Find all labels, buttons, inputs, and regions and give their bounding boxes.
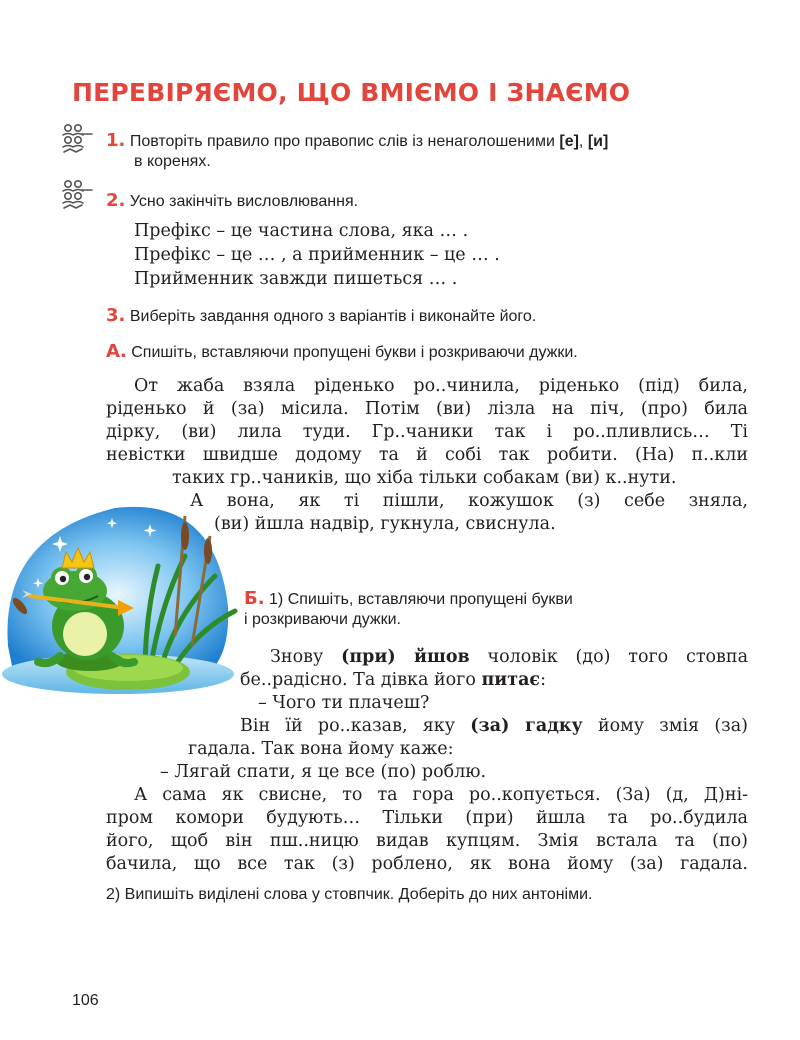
variant-b-line: гадала. Так вона йому каже: bbox=[188, 739, 454, 759]
variant-b-line: його, щоб він пш..ницю видав купцям. Змія встала та (по) bbox=[106, 831, 748, 851]
variant-b-letter: Б. bbox=[244, 588, 265, 609]
variant-a-instruction bbox=[106, 341, 578, 363]
task-2-line: Прийменник завжди пишеться … . bbox=[134, 269, 458, 289]
variant-a-line: таких гр..чаників, що хіба тільки собакам (ви) к..нути. bbox=[172, 468, 677, 488]
task-1-number: 1. bbox=[106, 130, 126, 151]
variant-a-line: От жаба взяла ріденько ро..чинила, ріденько (під) била, bbox=[134, 376, 748, 396]
highlighted-word: (за) гадку bbox=[470, 716, 583, 736]
task-1-letter-e: [е] bbox=[559, 133, 579, 150]
task-1-text-continued: в коренях. bbox=[134, 153, 211, 170]
variant-b-line: пром комори будують… Тільки (при) йшла та ро..будила bbox=[106, 808, 748, 828]
variant-b-line: – Чого ти плачеш? bbox=[258, 693, 430, 713]
variant-a-line: дірку, (ви) лила туди. Гр..чаники так і ро..пливлись… Ті bbox=[106, 422, 748, 442]
variant-a-line: невістки швидше додому та й собі так робити. (На) п..кли bbox=[106, 445, 748, 465]
task-1 bbox=[106, 130, 746, 152]
variant-b-text-part: : bbox=[540, 670, 546, 690]
task-3-text: Виберіть завдання одного з варіантів і виконайте його. bbox=[129, 308, 537, 325]
variant-a-line: ріденько й (за) місила. Потім (ви) лізла на піч, (про) била bbox=[106, 399, 748, 419]
variant-a-text: Спишіть, вставляючи пропущені букви і розкриваючи дужки. bbox=[131, 344, 578, 361]
task-1-comma: , bbox=[578, 133, 584, 150]
task-1-letter-y: [и] bbox=[587, 133, 609, 150]
highlighted-word: (при) йшов bbox=[341, 647, 470, 667]
frog-princess-illustration bbox=[0, 496, 250, 711]
task-2-text: Усно закінчіть висловлювання. bbox=[129, 193, 359, 210]
variant-b-text-part: чоловік (до) того стовпа bbox=[469, 647, 748, 667]
task-2 bbox=[106, 190, 358, 212]
variant-b-line: бачила, що все так (з) роблено, як вона йому (за) гадала. bbox=[106, 854, 748, 874]
variant-b-task-2: 2) Випишіть виділені слова у стовпчик. Доберіть до них антоніми. bbox=[106, 886, 593, 903]
variant-b-line bbox=[240, 715, 748, 738]
variant-b-instruction bbox=[244, 588, 573, 610]
group-work-icon bbox=[60, 178, 104, 210]
variant-b-line bbox=[240, 669, 546, 692]
variant-b-text-continued: і розкриваючи дужки. bbox=[244, 611, 401, 628]
task-1-text: Повторіть правило про правопис слів із ненаголошеними bbox=[129, 133, 555, 150]
task-2-number: 2. bbox=[106, 190, 126, 211]
highlighted-word: питає bbox=[481, 670, 541, 690]
variant-b-text-part: бе..радісно. Та дівка його bbox=[240, 670, 482, 690]
page-number: 106 bbox=[72, 992, 99, 1009]
variant-b-text-part: Він їй ро..казав, яку bbox=[240, 716, 471, 736]
task-2-line: Префікс – це … , а прийменник – це … . bbox=[134, 245, 500, 265]
task-3-number: 3. bbox=[106, 305, 126, 326]
variant-b-text-part: йому змія (за) bbox=[582, 716, 748, 736]
variant-a-letter: А. bbox=[106, 341, 127, 362]
variant-b-line bbox=[270, 646, 748, 669]
page-title: ПЕРЕВІРЯЄМО, ЩО ВМІЄМО І ЗНАЄМО bbox=[72, 78, 631, 107]
variant-b-line: – Лягай спати, я це все (по) роблю. bbox=[160, 762, 487, 782]
variant-b-text: 1) Спишіть, вставляючи пропущені букви bbox=[269, 591, 573, 608]
variant-b-line: А сама як свисне, то та гора ро..копується. (За) (д, Д)ні- bbox=[134, 785, 748, 805]
variant-a-line: А вона, як ті пішли, кожушок (з) себе зняла, bbox=[190, 491, 748, 511]
task-2-line: Префікс – це частина слова, яка … . bbox=[134, 221, 469, 241]
variant-a-line: (ви) йшла надвір, гукнула, свиснула. bbox=[214, 514, 556, 534]
group-work-icon bbox=[60, 122, 104, 154]
variant-b-text-part: Знову bbox=[270, 647, 342, 667]
task-3 bbox=[106, 305, 536, 327]
